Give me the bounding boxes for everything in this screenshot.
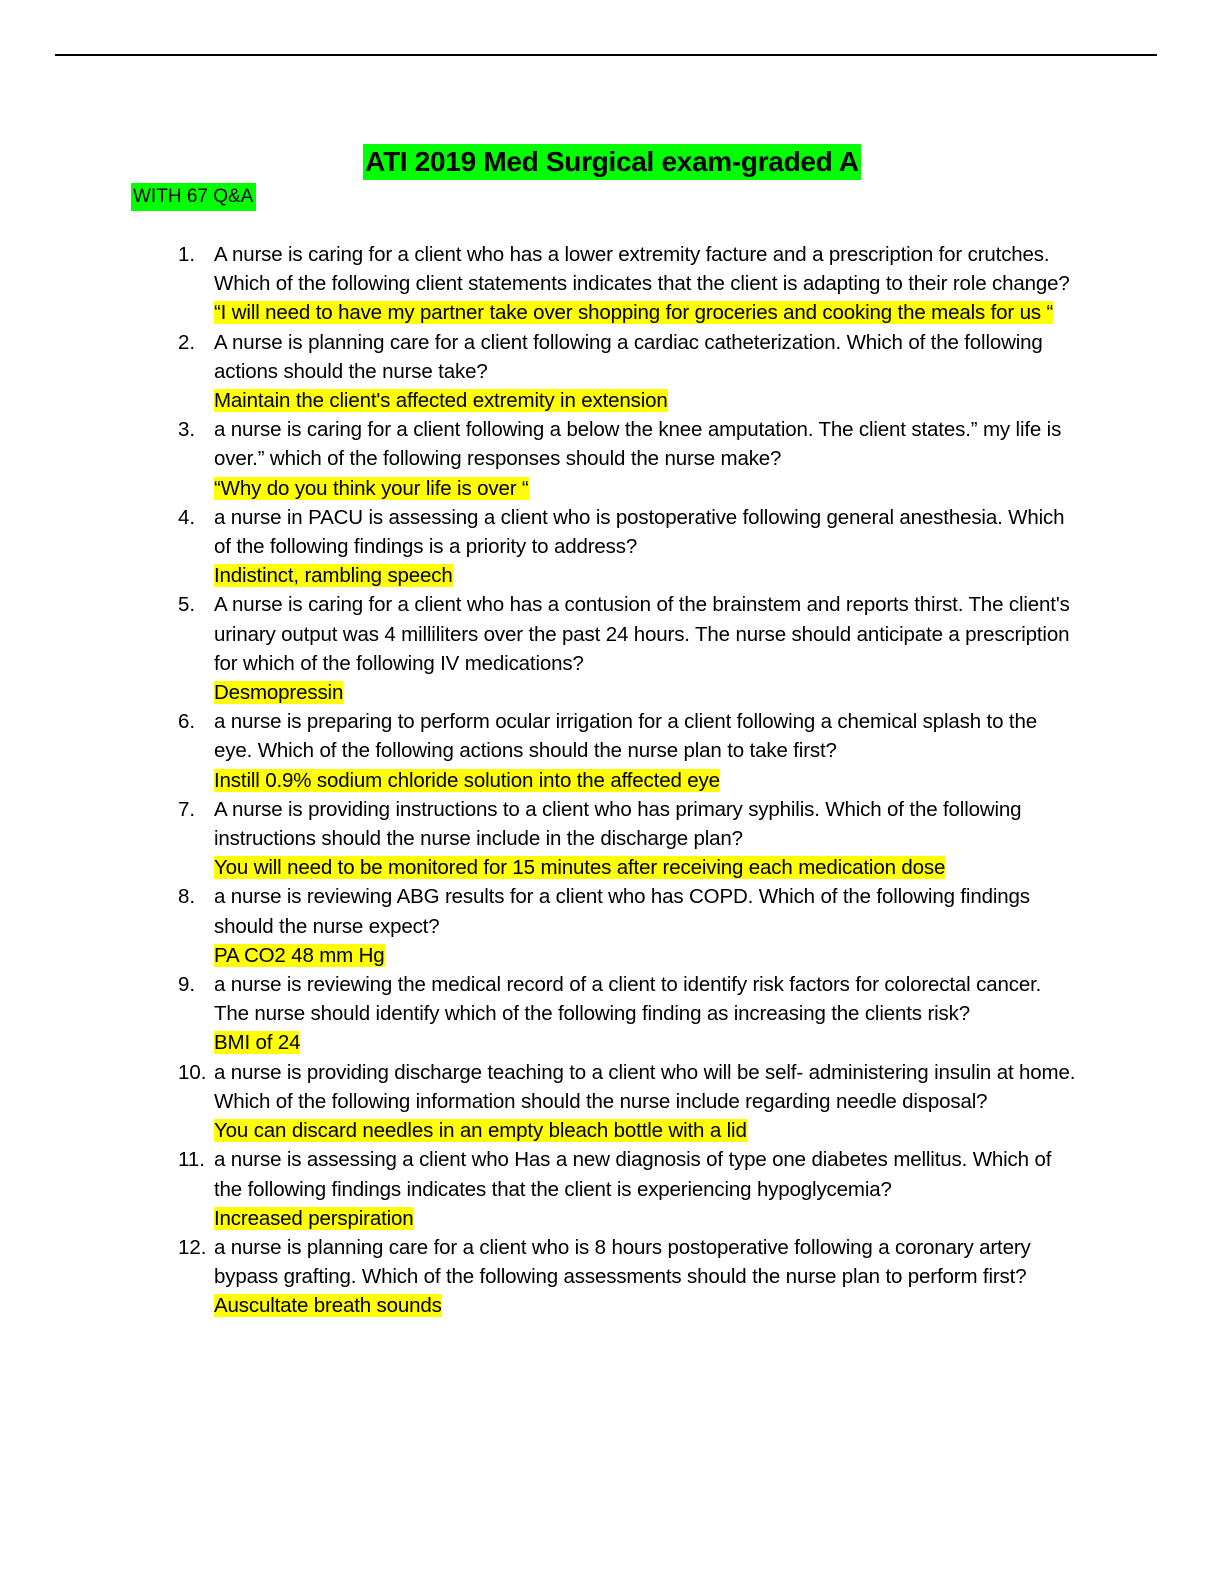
question-item xyxy=(178,590,1078,707)
answer-text: Increased perspiration xyxy=(214,1206,414,1230)
document-title: ATI 2019 Med Surgical exam-graded A xyxy=(363,144,861,180)
question-number: 10. xyxy=(178,1060,207,1084)
question-text: A nurse is caring for a client who has a lower extremity facture and a prescription for crutches. Which of the following client statements indicates that the client is adapting to their role change? xyxy=(214,243,1070,296)
question-number: 11. xyxy=(178,1148,205,1172)
question-text: a nurse is reviewing ABG results for a client who has COPD. Which of the following findings should the nurse expect? xyxy=(214,885,1030,938)
question-text: A nurse is caring for a client who has a contusion of the brainstem and reports thirst. The client's urinary output was 4 milliliters over the past 24 hours. The nurse should anticipate a prescription for which of the following IV medications? xyxy=(214,593,1070,675)
question-text: a nurse is assessing a client who Has a new diagnosis of type one diabetes mellitus. Which of the following findings indicates that the client is experiencing hypoglycemia? xyxy=(214,1148,1052,1201)
question-item xyxy=(178,795,1078,883)
question-text: a nurse is planning care for a client who is 8 hours postoperative following a coronary artery bypass grafting. Which of the following assessments should the nurse plan to perform first? xyxy=(214,1235,1031,1289)
question-item xyxy=(178,1145,1078,1233)
answer-text: “Why do you think your life is over “ xyxy=(214,476,529,500)
answer-text: You can discard needles in an empty bleach bottle with a lid xyxy=(214,1119,747,1143)
question-item xyxy=(178,503,1078,591)
question-item xyxy=(178,882,1078,970)
question-number: 12. xyxy=(178,1235,207,1259)
answer-text: You will need to be monitored for 15 minutes after receiving each medication dose xyxy=(214,856,946,880)
answer-text: Desmopressin xyxy=(214,681,344,705)
question-text: A nurse is planning care for a client following a cardiac catheterization. Which of the following actions should the nurse take? xyxy=(214,330,1043,383)
question-item xyxy=(178,328,1078,416)
question-text: A nurse is providing instructions to a client who has primary syphilis. Which of the following instructions should the nurse include in the discharge plan? xyxy=(214,797,1022,851)
question-text: a nurse is caring for a client following a below the knee amputation. The client states.” my life is over.” which of the following responses should the nurse make? xyxy=(214,418,1062,471)
question-text: a nurse is preparing to perform ocular irrigation for a client following a chemical splash to the eye. Which of the following actions should the nurse plan to take first? xyxy=(214,710,1037,763)
question-list xyxy=(178,240,1078,1321)
question-item xyxy=(178,1233,1078,1321)
answer-text: Auscultate breath sounds xyxy=(214,1294,442,1318)
question-number: 6. xyxy=(178,710,196,734)
question-number: 8. xyxy=(178,885,196,909)
top-rule xyxy=(55,54,1157,56)
title-container xyxy=(0,144,1224,180)
question-item xyxy=(178,240,1078,328)
question-number: 4. xyxy=(178,505,196,529)
answer-text: “I will need to have my partner take over shopping for groceries and cooking the meals for us “ xyxy=(214,301,1054,325)
document-subtitle: WITH 67 Q&A xyxy=(131,183,256,211)
answer-text: PA CO2 48 mm Hg xyxy=(214,943,385,967)
question-number: 5. xyxy=(178,593,196,617)
question-text: a nurse is providing discharge teaching to a client who will be self- administering insulin at home. Which of the following information should the nurse include regarding needle disposal? xyxy=(214,1060,1076,1113)
question-item xyxy=(178,970,1078,1058)
question-number: 2. xyxy=(178,330,196,354)
question-item xyxy=(178,1058,1078,1146)
answer-text: Maintain the client's affected extremity in extension xyxy=(214,389,668,413)
question-item xyxy=(178,415,1078,503)
question-number: 1. xyxy=(178,243,196,266)
question-text: a nurse in PACU is assessing a client who is postoperative following general anesthesia. Which of the following findings is a priority to address? xyxy=(214,505,1065,559)
question-number: 9. xyxy=(178,973,196,997)
answer-text: Indistinct, rambling speech xyxy=(214,564,453,588)
question-text: a nurse is reviewing the medical record of a client to identify risk factors for colorectal cancer. The nurse should identify which of the following finding as increasing the clients risk? xyxy=(214,973,1042,1026)
answer-text: Instill 0.9% sodium chloride solution into the affected eye xyxy=(214,768,720,792)
question-number: 7. xyxy=(178,797,196,821)
question-number: 3. xyxy=(178,418,196,442)
answer-text: BMI of 24 xyxy=(214,1031,301,1055)
question-item xyxy=(178,707,1078,795)
